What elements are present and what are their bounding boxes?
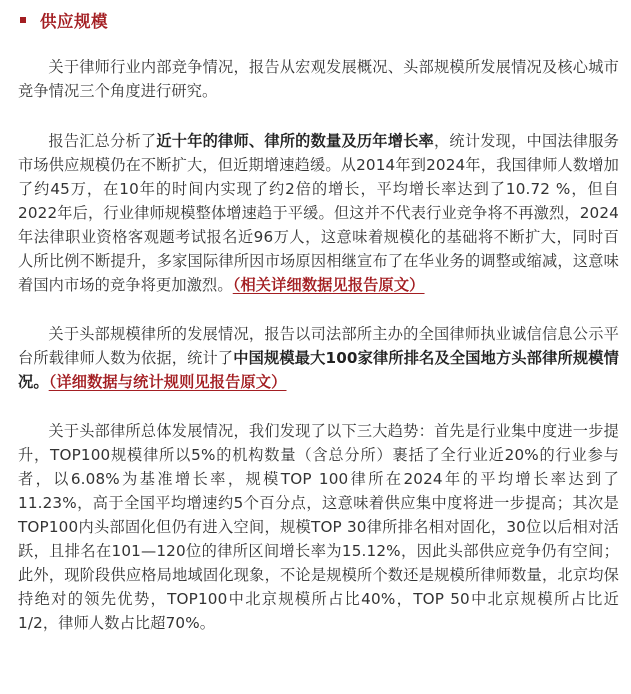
paragraph-overview <box>18 55 619 103</box>
article-page <box>0 2 631 694</box>
paragraph-top-firms <box>18 322 619 394</box>
paragraph-trends-text: 关于头部律所总体发展情况，我们发现了以下三大趋势：首先是行业集中度进一步提升，TOP100规模律所以5%的机构数量（含总分所）裹括了全行业近20%的行业参与者，以6.08%为基准增长率，规模TOP 100律所在2024年的平均增长率达到了11.23%，高于全国平均增速约5个百分点，这意味着供应集中度将进一步提高；其次是TOP100内头部固化但仍有进入空间，规模TOP 30律所排名相对固化，30位以后相对活跃，且排名在101—120位的律所区间增长率为15.12%，因此头部供应竞争仍有空间；此外，现阶段供应格局地域固化现象，不论是规模所个数还是规模所律师数量，北京均保持绝对的领先优势，TOP100中北京规模所占比40%，TOP 50中北京规模所占比近1/2，律师人数占比超70%。 <box>18 422 619 632</box>
paragraph-supply-scale-body: ，统计发现，中国法律服务市场供应规模仍在不断扩大，但近期增速趋缓。从2014年到2024年，我国律师人数增加了约45万，在10年的时间内实现了约2倍的增长，平均增长率达到了10.72 %，但自2022年后，行业律师规模整体增速趋于平缓。但这并不代表行业竞争将不再激烈，2024年法律职业资格客观题考试报名近96万人，这意味着规模化的基础将不断扩大，同时百人所比例不断提升，多家国际律所因市场原因相继宣布了在华业务的调整或缩减，这意味着国内市场的竞争将更加激烈。 <box>18 132 619 294</box>
paragraph-supply-scale-highlight: 近十年的律师、律所的数量及历年增长率 <box>156 132 434 150</box>
paragraph-trends <box>18 419 619 635</box>
paragraph-supply-scale <box>18 129 619 297</box>
report-original-link[interactable]: （相关详细数据见报告原文） <box>232 276 425 294</box>
statistics-rules-link[interactable]: （详细数据与统计规则见报告原文） <box>48 373 287 391</box>
paragraph-top-firms-highlight: 中国规模最大100家律所排名及全国地方头部律所规模情况。 <box>18 349 619 391</box>
paragraph-top-firms-intro: 关于头部规模律所的发展情况，报告以司法部所主办的全国律师执业诚信信息公示平台所载律师人数为依据，统计了 <box>18 325 619 367</box>
section-header <box>18 2 619 38</box>
section-title: 供应规模 <box>40 12 108 31</box>
paragraph-overview-text: 关于律师行业内部竞争情况，报告从宏观发展概况、头部规模所发展情况及核心城市竞争情况三个角度进行研究。 <box>18 58 619 100</box>
paragraph-supply-scale-intro: 报告汇总分析了 <box>48 132 157 150</box>
square-bullet-icon <box>20 17 26 23</box>
